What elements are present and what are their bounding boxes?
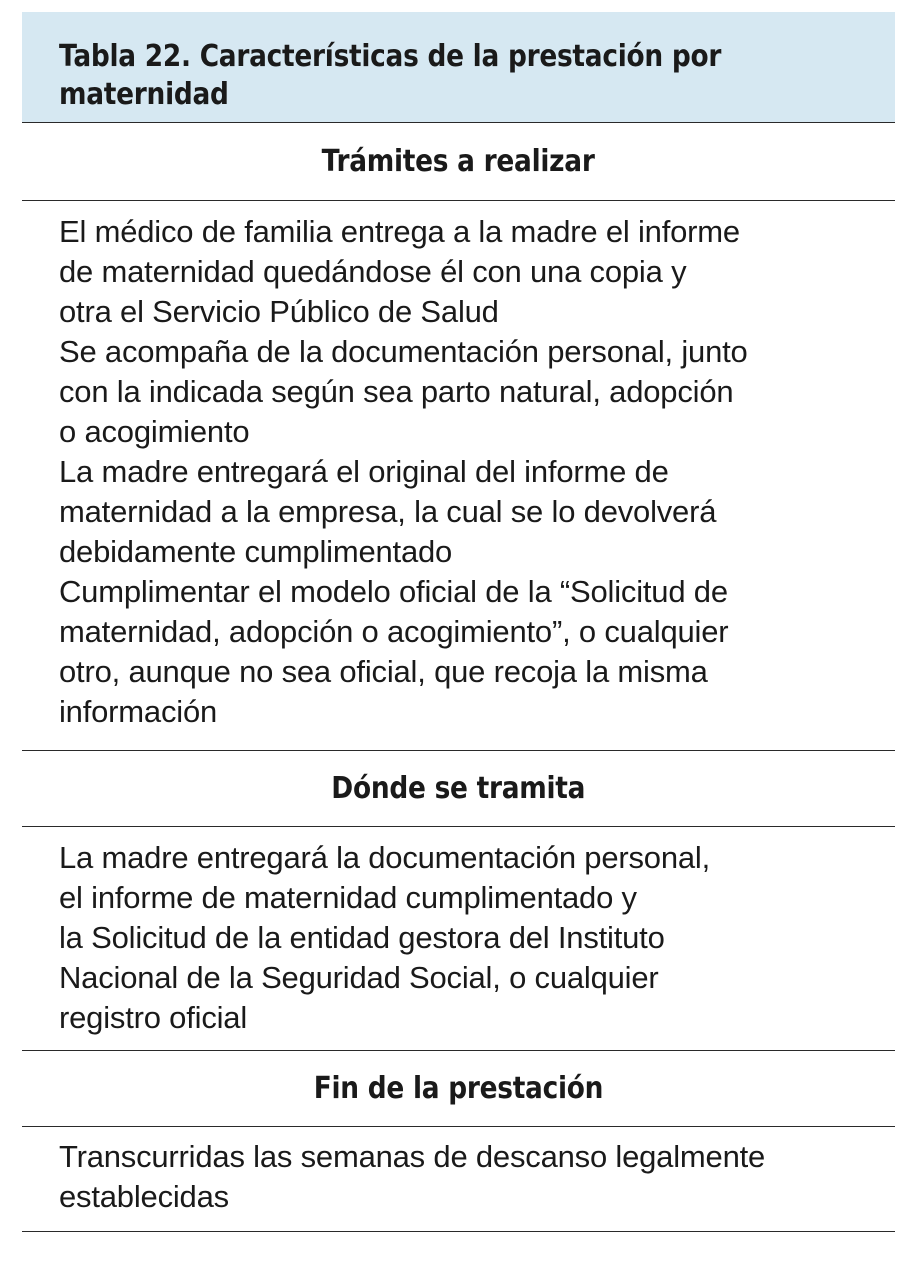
section-body-donde <box>22 827 895 1051</box>
list-item <box>59 572 895 732</box>
item-line: información <box>59 694 218 729</box>
item-line: El médico de familia entrega a la madre el informe <box>59 214 740 249</box>
list-item <box>59 212 895 332</box>
item-line: maternidad a la empresa, la cual se lo devolverá <box>59 494 717 529</box>
list-item <box>59 1137 895 1217</box>
item-line: Transcurridas las semanas de descanso legalmente <box>59 1139 766 1174</box>
section-body-tramites <box>22 201 895 751</box>
item-line: registro oficial <box>59 1000 248 1035</box>
item-line: otra el Servicio Público de Salud <box>59 294 499 329</box>
list-item <box>59 332 895 452</box>
item-line: con la indicada según sea parto natural, adopción <box>59 374 734 409</box>
section-body-fin <box>22 1127 895 1232</box>
item-line: maternidad, adopción o acogimiento”, o cualquier <box>59 614 729 649</box>
item-line: Cumplimentar el modelo oficial de la “Solicitud de <box>59 574 728 609</box>
section-header-donde <box>22 751 895 827</box>
table-title-line: maternidad <box>59 77 229 112</box>
section-header-tramites <box>22 123 895 201</box>
item-line: Se acompaña de la documentación personal, junto <box>59 334 748 369</box>
item-line: La madre entregará la documentación personal, <box>59 840 711 875</box>
section-header-label: Trámites a realizar <box>322 144 595 179</box>
item-line: la Solicitud de la entidad gestora del Instituto <box>59 920 665 955</box>
list-item <box>59 838 895 1038</box>
table-title-line: Tabla 22. Características de la prestación por <box>59 39 722 74</box>
list-item <box>59 452 895 572</box>
section-header-label: Dónde se tramita <box>331 771 586 806</box>
section-header-fin <box>22 1051 895 1127</box>
section-header-label: Fin de la prestación <box>313 1071 604 1106</box>
maternity-benefit-table <box>22 12 895 1232</box>
item-line: o acogimiento <box>59 414 250 449</box>
item-line: de maternidad quedándose él con una copia y <box>59 254 687 289</box>
item-line: Nacional de la Seguridad Social, o cualquier <box>59 960 659 995</box>
item-line: el informe de maternidad cumplimentado y <box>59 880 637 915</box>
item-line: otro, aunque no sea oficial, que recoja la misma <box>59 654 708 689</box>
item-line: establecidas <box>59 1179 229 1214</box>
table-title <box>59 38 825 114</box>
item-line: La madre entregará el original del informe de <box>59 454 669 489</box>
table-title-bar <box>22 12 895 123</box>
item-line: debidamente cumplimentado <box>59 534 453 569</box>
